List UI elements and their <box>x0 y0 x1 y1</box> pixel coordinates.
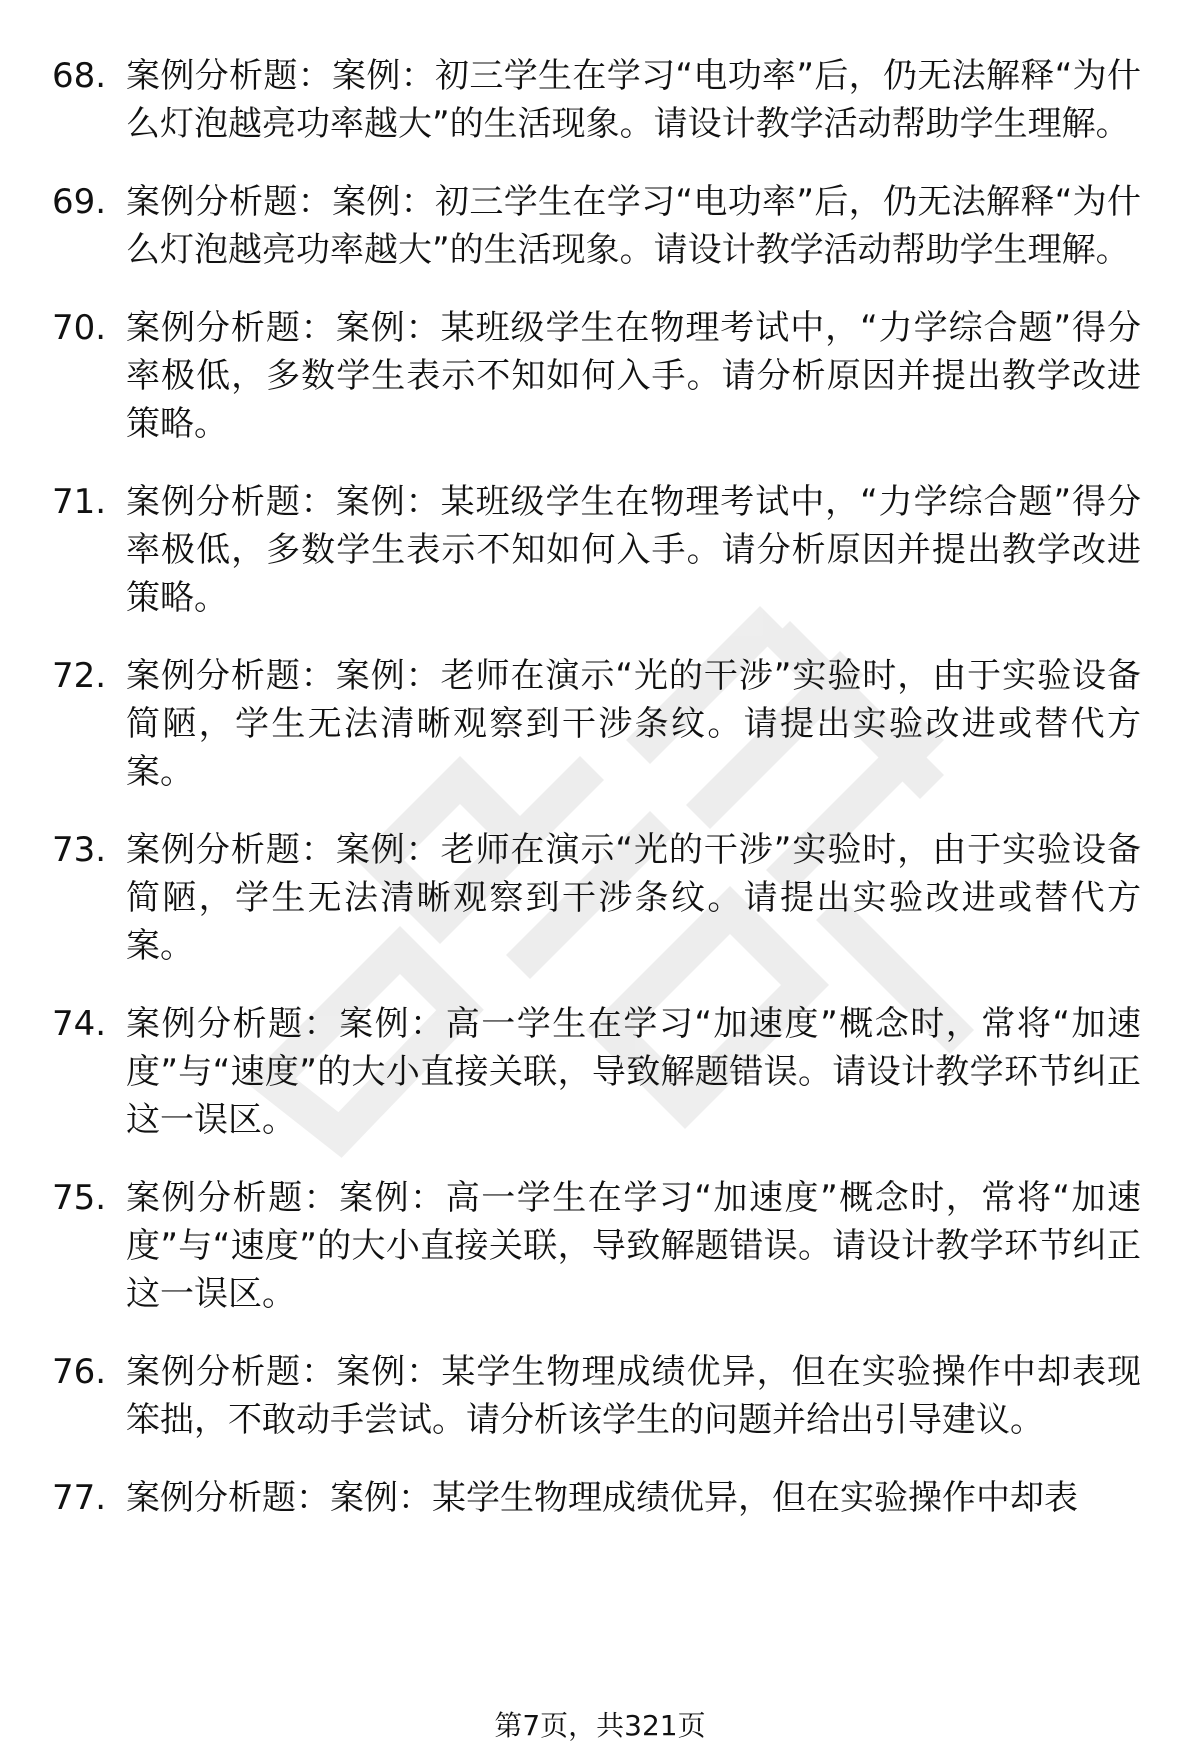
question-text: 案例分析题：案例：初三学生在学习“电功率”后，仍无法解释“为什么灯泡越亮功率越大”的生活现象。请设计教学活动帮助学生理解。 <box>126 182 1141 270</box>
question-number: 74. <box>52 1004 107 1044</box>
question-item <box>52 652 1152 796</box>
question-item <box>52 1000 1152 1144</box>
question-item <box>52 1474 1152 1522</box>
question-text: 案例分析题：案例：某班级学生在物理考试中，“力学综合题”得分率极低，多数学生表示不知如何入手。请分析原因并提出教学改进策略。 <box>126 482 1141 618</box>
question-number: 76. <box>52 1352 107 1392</box>
question-item <box>52 478 1152 622</box>
question-item <box>52 1174 1152 1318</box>
question-text: 案例分析题：案例：高一学生在学习“加速度”概念时，常将“加速度”与“速度”的大小直接关联，导致解题错误。请设计教学环节纠正这一误区。 <box>126 1004 1141 1140</box>
question-number: 75. <box>52 1178 107 1218</box>
question-number: 69. <box>52 182 107 222</box>
page-footer: 第7页，共321页 <box>494 1709 706 1742</box>
question-text: 案例分析题：案例：初三学生在学习“电功率”后，仍无法解释“为什么灯泡越亮功率越大”的生活现象。请设计教学活动帮助学生理解。 <box>126 56 1141 144</box>
question-item <box>52 304 1152 448</box>
question-number: 71. <box>52 482 107 522</box>
question-text: 案例分析题：案例：某班级学生在物理考试中，“力学综合题”得分率极低，多数学生表示不知如何入手。请分析原因并提出教学改进策略。 <box>126 308 1141 444</box>
question-number: 72. <box>52 656 107 696</box>
question-number: 68. <box>52 56 107 96</box>
question-text: 案例分析题：案例：某学生物理成绩优异，但在实验操作中却表现笨拙，不敢动手尝试。请分析该学生的问题并给出引导建议。 <box>126 1352 1141 1440</box>
question-item <box>52 826 1152 970</box>
question-item <box>52 52 1152 148</box>
question-number: 77. <box>52 1478 107 1518</box>
question-item <box>52 1348 1152 1444</box>
question-text: 案例分析题：案例：高一学生在学习“加速度”概念时，常将“加速度”与“速度”的大小直接关联，导致解题错误。请设计教学环节纠正这一误区。 <box>126 1178 1141 1314</box>
question-item <box>52 178 1152 274</box>
question-number: 73. <box>52 830 107 870</box>
question-text: 案例分析题：案例：老师在演示“光的干涉”实验时，由于实验设备简陋，学生无法清晰观察到干涉条纹。请提出实验改进或替代方案。 <box>126 656 1141 792</box>
question-list <box>52 52 1152 1552</box>
question-text: 案例分析题：案例：老师在演示“光的干涉”实验时，由于实验设备简陋，学生无法清晰观察到干涉条纹。请提出实验改进或替代方案。 <box>126 830 1141 966</box>
question-number: 70. <box>52 308 107 348</box>
question-text: 案例分析题：案例：某学生物理成绩优异，但在实验操作中却表 <box>126 1478 1078 1518</box>
